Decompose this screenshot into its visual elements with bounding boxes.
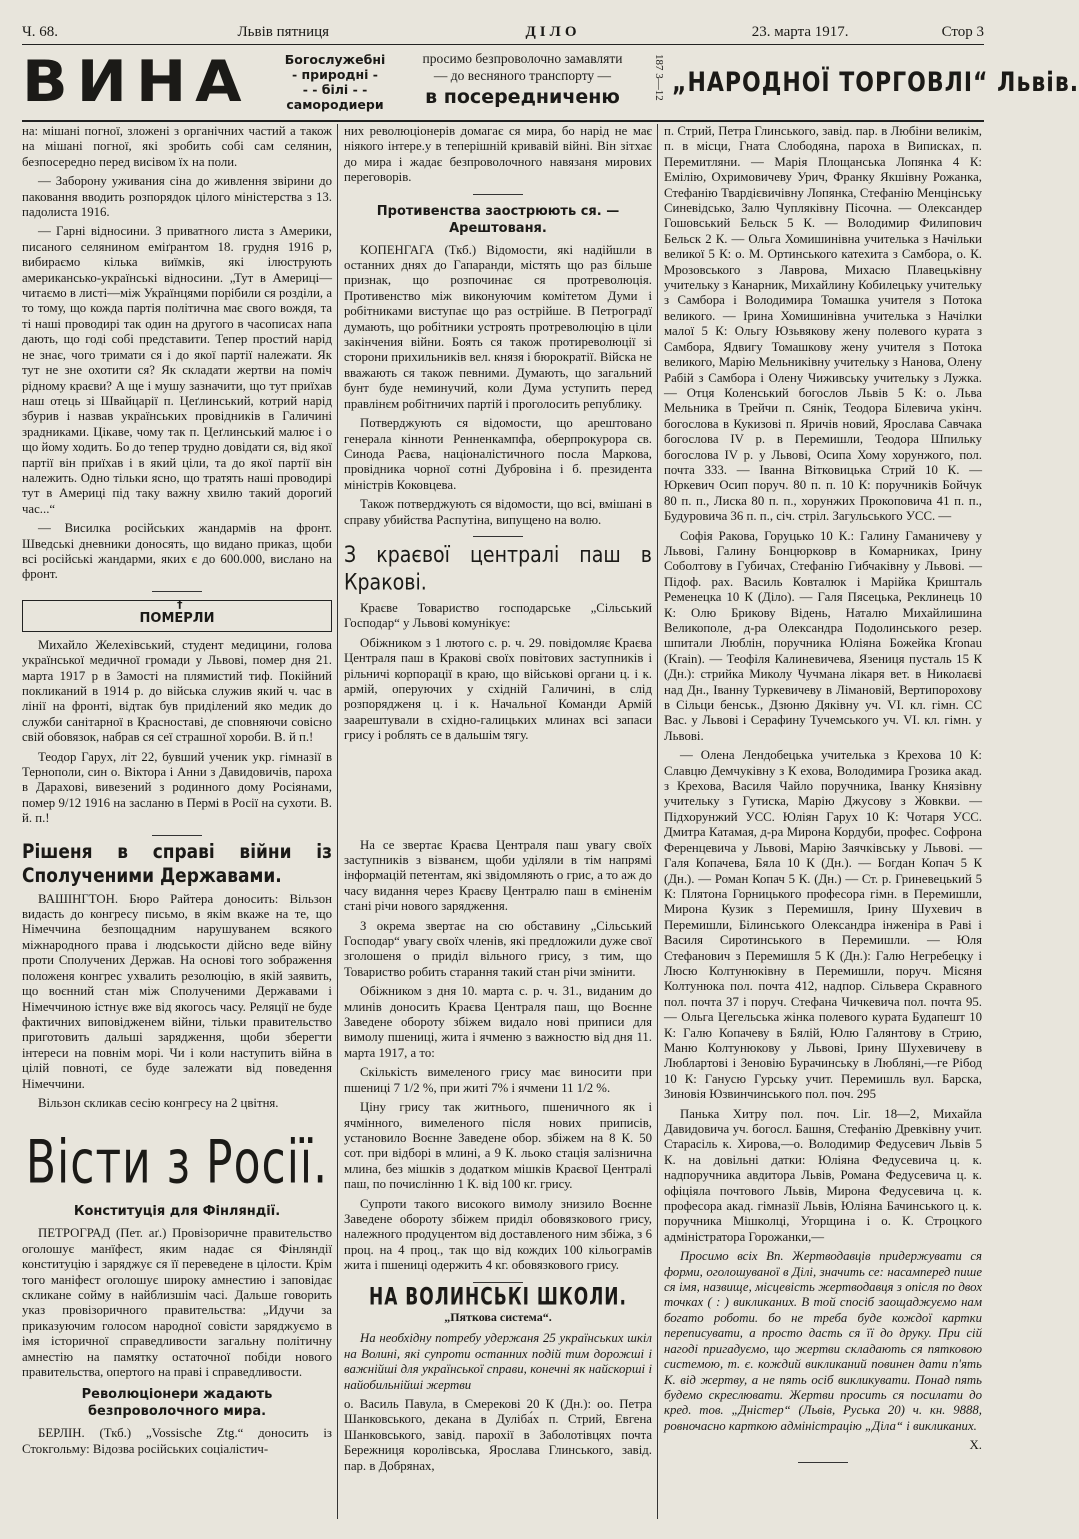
article-heading: Противенства заострюють ся. — Арештованя. [376,203,620,236]
paragraph: — Олена Лендобецька учителька з Крехова 10 К: Славцю Демчуківну з К ехова, Володимира Грозика акад. з Крехова, Василя Чайло поручника, Іванку Князівну учительку з Гутиска, Марію Джусову з Жовкви. — Підхорунжий УСС. Юліян Гарух 10 К: Чотаря УСС. Дмитра Катамая, д-ра Мирона Кордуби, профес. Софрона Ференцевича у Львові, Марію Заячківську у Львові. — Галя Копачева, Бяла 10 К (Дн.). — Богдан Копач 5 К (Дн.). — Роман Копач 5 К. (Дн.) — Ст. р. Гриневецький 5 К: Плятона Горницького професора гімн. в Перемишли, Мирона Кузик з Перемишля, Ірину Шухевич в Перемишли, Білинського Олександра інженіра в Раві і Василя Сиротинського в Перемишли. — Юля Стефанович з Перемишля 5 К (Дн.): Галю Негребецку і Люсю Колтунюківну в Перемишли, поруч. Місяня Колтунюка пол. почта 412, надпор. Сільвера Скравного пол. почта 37 і поруч. Стефана Чичкевича пол. почта 95. — Ольга Цегельська жінка полевого курата Будапешт 10 К: Галю Копачеву в Бялій, Юлю Галянтову в Стрию, Маню Колтунюкову у Львові, Ірину Шухевичеву в Люблартові і Зеновію Бурачинську в Любляні,—ге Рібод 10 К: Ганусю Гурську учит. Перемишль вул. Барска, Зиновія Юзвинчинського пол. поч. 295 [664,748,982,1102]
column-1 [22,124,332,1527]
paragraph: КОПЕНГАГА (Ткб.) Відомости, які надійшли в останних днях до Гапаранди, містять що раз більше признак, що розпочинає ся протреволюція. Противенство між виконуючим комітетом Думи і робітниками виступає що раз острійше. В Петроградї думають, що робітники устроять протреволюцію в ціли закінчения війни. Боять ся також протиреволюції зі сторони прихильників вел. князя і бюрократії. Війска не вважають ся також певними. Думають, що загальний бунт буде неминучий, коли Дума уступить перед правлінєм робітничих партій і проголосить републику. [344,242,652,411]
cross-icon: † [177,597,183,611]
paragraph: Також потверджують ся відомости, що всі, вмішані в справу убийства Распутіна, випущено на волю. [344,497,652,527]
paragraph: Супроти такого високого вимолу знизило Воєнне Заведене обороту збіжем приділ обовязкового грису, належного продуцентом від доставленого ним збіжа, з 6 проц. на 4 проц., так що від кождих 100 кільограмів жита і пшениці одержить 4 кг. обовязкового грису. [344,1196,652,1273]
article-heading: Рішеня в справі війни із Сполученими Державами. [22,840,332,888]
article-heading: Конституція для Фінляндії. [73,1204,281,1220]
paragraph: — Заборону уживания сіна до живлення звірини до паковання вводить розпорядок цілого міністерства з 13. падолиста 1916. [22,174,332,220]
ad-wine-types [275,52,395,112]
paragraph: Ціну грису так житнього, пшеничного як і ячмінного, вимеленого після нових приписів, установило Воєнне Заведене обор. збіжем на 8 К. 50 сот. при відборі в млині, а 9 К. льоко стація залізнична млина, без мішків з додатком мішків Краєвої Централі паш, по почислінню 1 К. від 100 кг. грису. [344,1100,652,1192]
paragraph: Обіжником з 1 лютого с. р. ч. 29. повідомляє Краєва Централя паш в Кракові своїх повітових заступників і рільничі корпорації в краю, що військові органи ц. і к. армій, оперуючих у східній Галичині, в слід розпорядженя ц. і к. Начальної Команди Армій заарештували в східно-галицьких млинах всі запаси гриcу і роблять се в дальшім тягу. [344,635,652,743]
ad-phone-number: 187 3—12 [653,54,665,101]
ad-emphasis: в посередниченю [425,86,620,108]
paragraph: — Гарні відносини. З приватного листа з Америки, писаного селянином еміґрантом 18. грудня 1916 р, вибираємо кілька виїмків, які ілюструють американсько-українські відносини. „Тут в Америці—читаємо в листі—між Українцями порібили ся розділи, а то тому, що кожда партія політична має свого вождя, та ті наші проводирі так один на другого в часописах напа дають, що годі собі представити. Тепер простий нарід не знає, чого тримати ся і до якої партії належати. Як тут не зне охотити ся? Як складати жертви на поміч рідному краєви? А ще і мушу зазначити, що тут приїхав наш отець зі Швайцарії п. Цеґлинський, котрий нарід збурив і назвав українських провідників в Галичині зрадниками. Цікаве, чому так п. Цеґлинський малює і о що йому ходить. Бо до тепер трудно довідати ся, від якої партії він приїхав і в який ціли, та до якої партії він належить. Одно тільки ясно, що тратять наші проводирі тут в Америці під таку важну хвилю такий дорогий час...“ [22,224,332,516]
paragraph: Панька Хитру пол. поч. Lir. 18—2, Михайла Давидовича уч. богосл. Башня, Стефанію Древківну учит. Старасіль к. Хирова,—о. Володимир Федусевич Львів 5 К. на довільні датки: Юліяна Федусевича ц. к. надпоручника авдитора Львів, Романа Федусевича ц. к. офіціяла почтового Львів, Мирона Федусевича ц. к. професора акад. гімназії Львів, Юліяна Бачинського ц. к. поручника Мішколці, Угорщина і о. К. Строцкого адміністратора Горожанки,— [664,1106,982,1244]
separator [473,194,523,195]
article-heading: З краєвої централі паш в Кракові. [344,542,652,596]
paragraph: Теодор Гарух, літ 22, бувший ученик укр. гімназії в Тернополи, син о. Віктора і Анни з Давидовичів, пароха в Дарахові, вивезений з родинного дому Росіянами, помер 9/12 1916 на засланю в Пермі в Росії на сухоти. В. й. п.! [22,749,332,826]
paragraph: З окрема звертає на сю обставину „Сільський Господар“ увагу своїх членів, які предложили дуже свої зголошеня о приділ вільного грису, з тим, що Товариство робить старання такий стан річи змінити. [344,918,652,979]
article-subheading: „Пяткова система“. [444,1309,552,1324]
issue-number: Ч. 68. [22,24,58,40]
column-divider [337,124,338,1519]
ad-wine-type: самородиери [286,97,384,112]
paragraph: БЕРЛІН. (Ткб.) „Vossische Ztg.“ доносить із Стокгольму: Відозва російських соціалістич- [22,1426,332,1456]
paragraph: Обіжником з дня 10. марта с. р. ч. 31., виданим до млинів доносить Краєва Централя паш, що Воєнне Заведене обороту збіжем видало нові приписи для вимолу пшениці, жита і ячменю з важностю від дня 11. марта 1917, а то: [344,984,652,1060]
paragraph: — Висилка російських жандармів на фронт. Шведські дневники доносять, що видано приказ, щоби всі російські жандарми, яких є до 600.000, вислано на фронт. [22,521,332,582]
ad-middle-text [400,50,645,110]
paragraph: Скількість вимеленого грису має виносити при пшениці 7 1/2 %, при житі 7% і ячмени 11 1/2 %. [344,1065,652,1095]
masthead-line [22,24,984,45]
separator [152,591,202,592]
newspaper-title: ДІЛО [525,24,581,40]
article-heading: Революціонери жадають безпроволочного мира. [81,1387,273,1420]
separator [473,1282,523,1283]
wine-advertisement [22,46,1079,122]
ad-line: просимо безпроволочно замавляти [422,51,623,66]
article-heading: НА ВОЛИНСЬКІ ШКОЛИ. [368,1283,627,1312]
ad-wine-type: Богослужебні [284,52,386,67]
paragraph: Вільзон скликав сесію конгресу на 2 цвітня. [38,1095,279,1110]
obituary-box [22,597,332,632]
paragraph: них революціонерів домагає ся мира, бо нарід не має ніякого інтере.у в теперішній кривавій війні. Він зітхає до мира і жадає безпроволочного навязаня мирових переговорів. [344,124,652,185]
paragraph: о. Василь Павула, в Смерекові 20 К (Дн.): оо. Петра Шанковського, декана в Дуліба́х п. Стрий, Евгена Шанковського, завід. парохії в Заболотівцях почта Бережниця королівська, Ярослава Глинського, завід. пар. в Добрянах, [344,1397,652,1473]
paragraph: на: мішані погної, зложені з органічних частий а також на мішані погної, які зробить собі сам селянин, безпосередно перед висівом їх на поли. [22,124,332,169]
ad-headline: ВИНА [22,48,251,116]
paragraph: ПЕТРОГРАД (Пет. аґ.) Провізоричне правительство оголошує манїфест, яким надає ся Фінляндії конституцію і заряджує ся її переведене в цілости. Крім того маніфест оголошує широку амнестию і заповідає скликане сойму в найблизшім часі. Дальше говорить указ провізоричного правительства: „Идучи за приказуючим голосом народної совісти заряджуємо в імя історичної справедливости загальну політичну амнестію на памятку остаточної побіди нового правительства, опертого на праві і справедливости. [22,1226,332,1379]
paragraph: На необхідну потребу удержаня 25 українських шкіл на Волині, які супроти останних подій тим дорожші і важнійші для української справи, конечні як найскорші і найобильнійші жертви [344,1331,652,1392]
column-divider [657,124,658,1519]
column-2 [344,124,652,1527]
paragraph: п. Стрий, Петра Глинського, завід. пар. в Любіни великім, п. в місци, Гната Слободяна, пароха в Виписках, п. Перемитляни. — Марія Площанська Лопянка 4 К: Емілію, Охримовичеву Урич, Франку Якшівну Рожанка, Стефанію Твардієвичівну Лопянка, Стефанію Менцінську Синевідсько, Залю Чупляківну Пісочна. — Олександер Гошовський Бельск 5 К. — Володимир Филипович Бельск 2 К. — Ольга Хомишинівна учителька з Начільки великої 5 К: о. М. Ортинського катехита з Самбора, о. К. Мрозовського з Лаврова, Михасю Плавецьківну учительку з Канарник, Михайлину Кобилецьку учительку з Самбора і Володимира Томашка учителя з Потока великого. — Ірина Хомишинівна учителька з Начілки малої 5 К: Ольгу Юзьвяковy жену полевого курата з Самбора, Ядвигу Томашкову жену учителя з Потока великого, Марію Мельниківну учительку з Нанова, Олену Рабій з Самбора і Олену Чиживську учительку з Лужка. — Отця Коленський богослов Львів 5 К: о. Льва Мельника в Трейчи п. Сянік, Теодора Білевича укінч. богослова в Кукизові п. Яричів новий, Ярослава Савчака богослова IV р. в Перемишли, Теодора Шпильку богослова IV р. у Львові, Осипа Хому хорунжого, пол. почта 333. — Іванна Вітковицька Стрий 10 К. — Юркевич Осип поруч. 80 п. п. 10 К: поручників Бойчук 80 п. п., Лиска 80 п. п., хорунжих Прокоповича 41 п. п., Будуровича 36 п. п., січ. стріл. Загульського УСС. — [664,124,982,524]
paragraph: Софія Ракова, Горуцько 10 К.: Галину Гаманичеву у Львові, Галину Бонцюрковр в Комарниках, Ірину Соболтову в Губичах, Стефанію Гибчаківну у Львові. — Підоф. рах. Василь Ковталюк і Марійка Кришталь Ременецка 10 К (Діло). — Галя Пясецька, Реклинець 10 К: Олю Брикову Відень, Наталю Михайлишина Великополе, д-ра Олександра Подолинського резер. шпитали Люблін, поручника Юліяна Божейка Кronau (Krain). — Теофіля Калиневичева, Язениця пусталь 15 К (Дн.): стрийка Миколу Чучмана лікаря вет. в Николаєві над Дн., Іванну Туркевичеву в Лімановій, Вертипорохову в Сільци бенськ., Дзюню Дякiвну уч. VI. кл. гімн. СС Вас. у Львові і Серафину Тучемського уч. VI. кл. гімн. у Львові. [664,528,982,743]
separator [798,1462,848,1463]
paragraph: На се звертає Краєва Централя паш увагу своїх заступників з візванєм, щоби уділяли в тім напрямі інформацій петентам, які звідомляють о грис, а то аж до часу видання через Краєву Централю паш в єміненім стані річи нового зарядження. [344,837,652,914]
issue-date: 23. марта 1917. [751,24,849,40]
paragraph: Краєве Товариство господарське „Сільський Господар“ у Львові комунікує: [344,600,652,631]
column-3 [664,124,982,1527]
ad-line: — до весняного транспорту — [433,68,612,83]
ad-wine-type: - - білі - - [302,82,368,97]
section-heading: Вісти з Росії. [25,1128,329,1198]
separator [152,835,202,836]
paragraph: Просимо всіх Вп. Жертводавців придержувати ся форми, оголошуваної в Ділі, значить се: насамперед пише ся імя, назвище, місцевість жертводавця з опісля по двох точках ( : ) викликаних. В той спосіб заощаджуємо нам богато роботи. бо не треба буде кождої картки переписувати, а просто дасть ся її до друку. При сій нагоді пригадуємо, що жертви складають ся пятковою системою, т. є. кождий викликаний повинен дати п'ять К. від жертву, а не пять осіб викликувати. Понад пять будемо скреслювати. Жертви просить ся посилати до кред. тов. „Дністер“ (Львів, Руська 20) ч. кн. 9888, ровночасно карткою адміністрацію „Діла“ і викликаних. [664,1249,982,1433]
separator [473,536,523,537]
blank-space [344,748,652,838]
ad-wine-type: - природні - [292,67,378,82]
page-number: Стор 3 [941,24,984,40]
city-day: Львів пятниця [237,24,330,40]
signature: Х. [969,1438,982,1453]
obituary-heading: ПОМЕРЛИ [139,610,215,626]
ad-firm-name: „НАРОДНОЇ ТОРГОВЛІ“ Львів. [672,68,1079,98]
paragraph: Михайло Желехівський, студент медицини, голова української медичної громади у Львові, помер дня 21. марта 1917 р в Замості на плямистий тиф. Покійний покликаний в 1914 р. до війська служив який ч. час в лінії на фронті, відтак був приділений яко медик до служби санітарної в Красноставі, де сповняючи совісно свій обовязок, набрав ся сеї страшної хороби. В. й п.! [22,637,332,745]
paragraph: Потверджують ся відомости, що арештовано генерала кінноти Ренненкампфа, оберпрокурора св. Синода Раєва, націоналістичного посла Маркова, провідника чорної сотні Дубровіна і б. президента міністрів Коковцева. [344,416,652,492]
paragraph: ВАШІНГТОН. Бюро Райтера доносить: Вільзон видасть до конгресу письмо, в якім вкаже на те, що Німеччина безпощадним нарушуванем всякого міжнародного права і людськости дійсно веде війну проти Сполучених Держав. На основі того зображення положеня конгрес ухвалить резолюцію, в якій заявить, що воєнний стан між Сполученими Державами і Німеччиною істнує вже від якогось часу. Реляції не буде фактичних виповідженем війни, тільки правительство приготовить дальші зарядження, щоби зберегти інтереси на повнім морі. Чи і коли наступить війна в цілій повноті, се буде залежати від поведення Німеччини. [22,891,332,1091]
